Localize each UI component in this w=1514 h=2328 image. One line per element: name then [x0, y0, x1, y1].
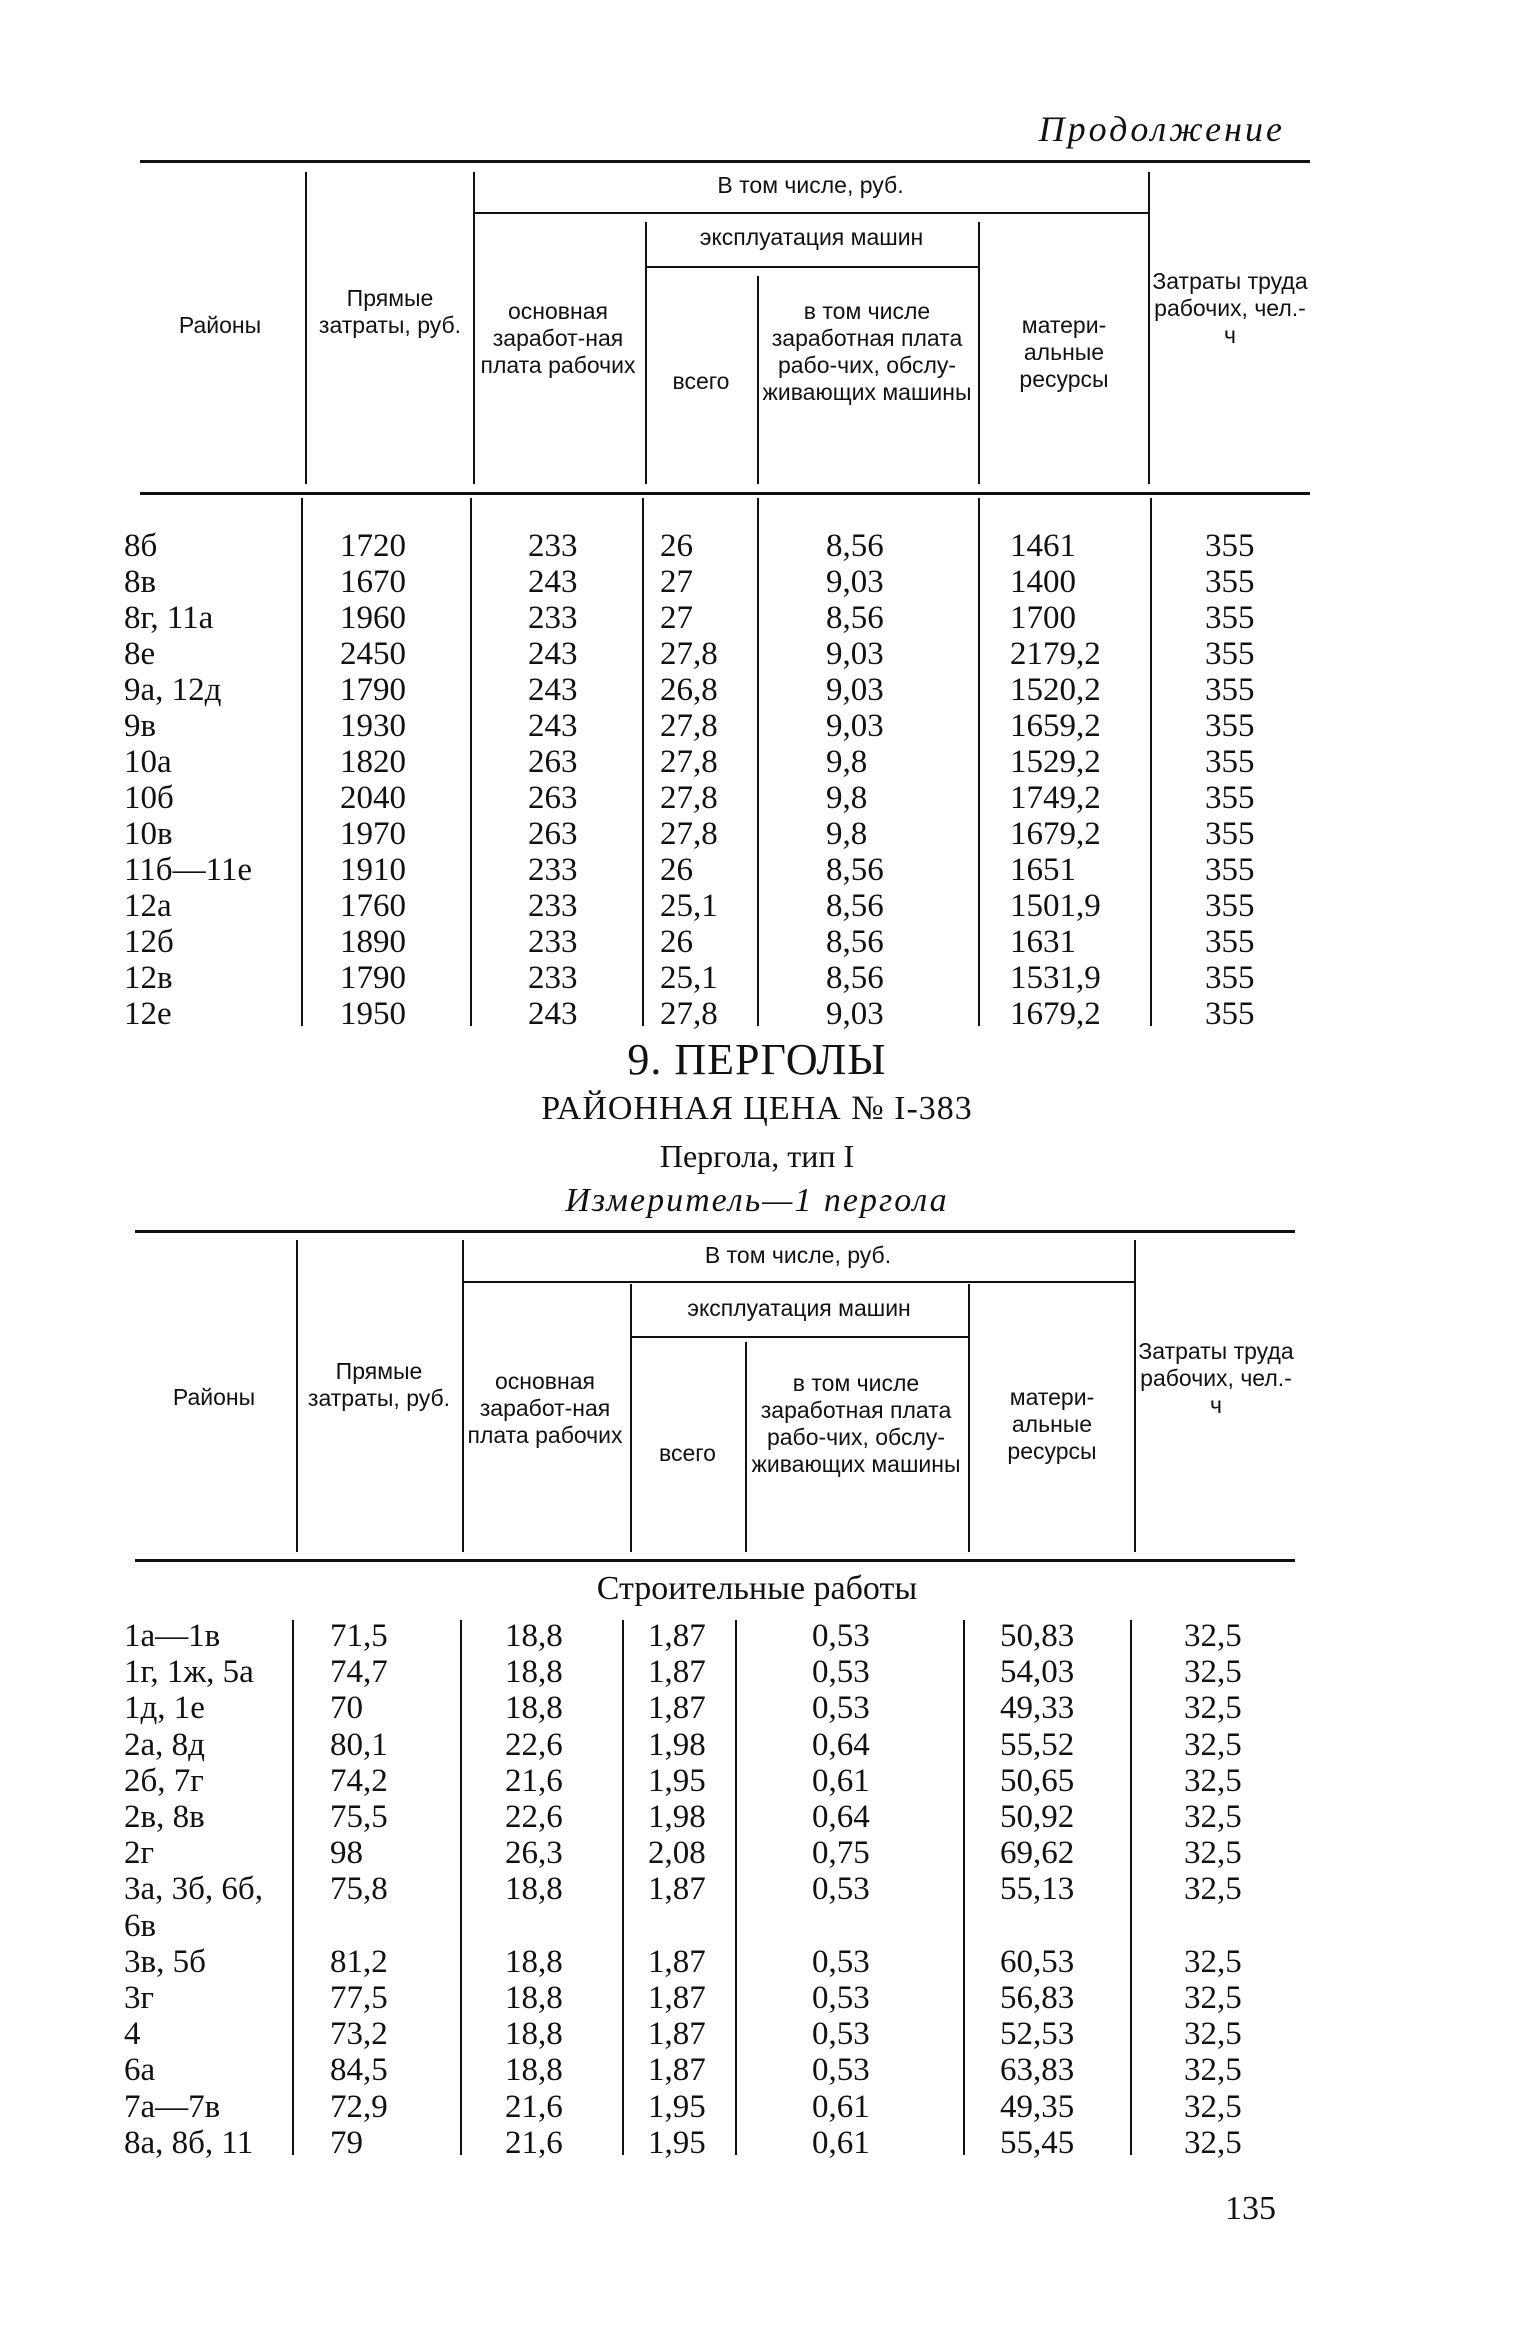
table-cell: 355 — [1205, 852, 1255, 888]
table-cell: 1г, 1ж, 5а — [124, 1654, 254, 1691]
table-cell: 22,6 — [505, 1726, 563, 1763]
table-cell: 1,98 — [648, 1726, 706, 1763]
table-cell: 12а — [124, 888, 172, 924]
table-cell: 1531,9 — [1010, 960, 1101, 996]
table-cell: 2б, 7г — [124, 1762, 204, 1799]
table-cell: 9а, 12д — [124, 672, 222, 708]
table-cell: 1679,2 — [1010, 996, 1101, 1032]
table-cell: 50,65 — [1000, 1762, 1075, 1799]
table-cell: 18,8 — [505, 1943, 563, 1980]
table-cell: 0,53 — [812, 1980, 870, 2016]
table-cell: 80,1 — [330, 1726, 388, 1763]
table-row — [0, 816, 1514, 852]
table-row — [0, 996, 1514, 1032]
table-cell: 1,98 — [648, 1799, 706, 1835]
table-cell: 32,5 — [1184, 1690, 1242, 1727]
table-row — [0, 744, 1514, 780]
table-cell: 1а—1в — [124, 1618, 221, 1654]
table-cell: 8г, 11а — [124, 600, 214, 636]
table-row — [0, 1799, 1514, 1835]
table-cell: 0,53 — [812, 1690, 870, 1727]
table-cell: 25,1 — [660, 888, 718, 924]
table-cell: 26,3 — [505, 1835, 563, 1872]
table-cell: 8,56 — [826, 924, 884, 960]
table-cell: 243 — [528, 636, 578, 672]
table-row — [0, 780, 1514, 816]
table-row — [0, 1871, 1514, 1907]
col-incl-pay-2: в том числе заработная плата рабо-чих, обслу-живающих машины — [751, 1370, 961, 1477]
table-cell: 0,53 — [812, 2052, 870, 2089]
table-row — [0, 2052, 1514, 2088]
section-subtitle: Пергола, тип I — [659, 1138, 855, 1174]
col-base-pay-2: основная заработ-ная плата рабочих — [467, 1368, 623, 1448]
table-cell: 74,7 — [330, 1654, 388, 1691]
table-cell: 1520,2 — [1010, 672, 1101, 708]
table-cell: 233 — [528, 924, 578, 960]
table-cell: 26 — [660, 924, 693, 960]
col-machine-operation-2: эксплуатация машин — [687, 1295, 911, 1321]
table-row — [0, 924, 1514, 960]
page-header: Продолжение — [1038, 109, 1285, 149]
table-row — [0, 1618, 1514, 1654]
table-cell: 0,61 — [812, 2088, 870, 2125]
table-cell: 27,8 — [660, 996, 718, 1032]
col-materials: матери-альные ресурсы — [1019, 312, 1109, 392]
table-cell: 9,03 — [826, 636, 884, 672]
table-row — [0, 1835, 1514, 1871]
table-cell: 81,2 — [330, 1943, 388, 1980]
col-labor: Затраты труда рабочих, чел.-ч — [1152, 268, 1308, 348]
table-cell: 8б — [124, 528, 158, 564]
table-cell: 2в, 8в — [124, 1799, 205, 1835]
table-row — [0, 600, 1514, 636]
table-cell: 1790 — [340, 672, 406, 708]
table-cell: 243 — [528, 564, 578, 600]
table-cell: 50,83 — [1000, 1618, 1075, 1654]
table-cell: 0,53 — [812, 1654, 870, 1691]
table-cell: 1820 — [340, 744, 406, 780]
table-cell: 8а, 8б, 11 — [124, 2124, 254, 2161]
table-cell: 21,6 — [505, 2124, 563, 2161]
table-cell: 1950 — [340, 996, 406, 1032]
col-labor-2: Затраты труда рабочих, чел.-ч — [1138, 1338, 1294, 1418]
table-row — [0, 1690, 1514, 1726]
table-cell: 9,8 — [826, 780, 868, 816]
table-cell: 9,8 — [826, 744, 868, 780]
table-cell: 2450 — [340, 636, 406, 672]
table-cell: 1,87 — [648, 1654, 706, 1691]
table-cell: 27,8 — [660, 744, 718, 780]
table-cell: 32,5 — [1184, 1799, 1242, 1835]
table-cell: 75,5 — [330, 1799, 388, 1835]
table-cell: 18,8 — [505, 1654, 563, 1691]
table-cell: 1,87 — [648, 2052, 706, 2089]
col-districts: Районы — [178, 312, 262, 338]
table-cell: 9,03 — [826, 564, 884, 600]
table-row — [0, 1908, 1514, 1944]
table-cell: 56,83 — [1000, 1980, 1075, 2016]
table-cell: 355 — [1205, 888, 1255, 924]
table-cell: 1400 — [1010, 564, 1076, 600]
table-cell: 32,5 — [1184, 1618, 1242, 1654]
table-cell: 1720 — [340, 528, 406, 564]
table-cell: 355 — [1205, 564, 1255, 600]
table-cell: 233 — [528, 852, 578, 888]
table-cell: 233 — [528, 600, 578, 636]
table-cell: 1631 — [1010, 924, 1076, 960]
table-cell: 10б — [124, 780, 174, 816]
table-row — [0, 2089, 1514, 2125]
table-cell: 1529,2 — [1010, 744, 1101, 780]
table-cell: 63,83 — [1000, 2052, 1075, 2089]
table-cell: 355 — [1205, 996, 1255, 1032]
table-cell: 1651 — [1010, 852, 1076, 888]
table-cell: 233 — [528, 888, 578, 924]
table-cell: 1659,2 — [1010, 708, 1101, 744]
table-cell: 18,8 — [505, 1690, 563, 1727]
table-cell: 71,5 — [330, 1618, 388, 1654]
table-cell: 12б — [124, 924, 174, 960]
table-cell: 69,62 — [1000, 1835, 1075, 1872]
table-cell: 27,8 — [660, 636, 718, 672]
table-cell: 1670 — [340, 564, 406, 600]
table-cell: 1,87 — [648, 1943, 706, 1980]
table-cell: 6а — [124, 2052, 156, 2089]
table-row — [0, 888, 1514, 924]
group-label: Строительные работы — [596, 1570, 918, 1607]
table-cell: 1,87 — [648, 2016, 706, 2053]
table-cell: 27 — [660, 564, 693, 600]
table-cell: 2а, 8д — [124, 1726, 205, 1763]
table-cell: 18,8 — [505, 1871, 563, 1908]
table-cell: 355 — [1205, 600, 1255, 636]
col-districts-2: Районы — [172, 1384, 256, 1410]
table-cell: 1,87 — [648, 1980, 706, 2016]
table-cell: 18,8 — [505, 1980, 563, 2016]
table-cell: 79 — [330, 2124, 363, 2161]
table-cell: 263 — [528, 816, 578, 852]
table-cell: 1,95 — [648, 2088, 706, 2125]
table-cell: 27,8 — [660, 708, 718, 744]
table-cell: 70 — [330, 1690, 363, 1727]
col-including: В том числе, руб. — [717, 172, 904, 198]
table-cell: 26,8 — [660, 672, 718, 708]
table-cell: 21,6 — [505, 1762, 563, 1799]
table-cell: 32,5 — [1184, 1726, 1242, 1763]
table-cell: 8,56 — [826, 888, 884, 924]
table-cell: 32,5 — [1184, 1835, 1242, 1872]
table-cell: 9,03 — [826, 996, 884, 1032]
table-cell: 27,8 — [660, 816, 718, 852]
table-cell: 355 — [1205, 708, 1255, 744]
table-cell: 1960 — [340, 600, 406, 636]
table-cell: 32,5 — [1184, 1943, 1242, 1980]
table-cell: 32,5 — [1184, 2124, 1242, 2161]
col-machine-operation: эксплуатация машин — [699, 224, 924, 250]
table-cell: 25,1 — [660, 960, 718, 996]
table-cell: 1,95 — [648, 2124, 706, 2161]
table-cell: 2179,2 — [1010, 636, 1101, 672]
table-cell: 49,33 — [1000, 1690, 1075, 1727]
table-row — [0, 2016, 1514, 2052]
table-cell: 355 — [1205, 924, 1255, 960]
table-cell: 32,5 — [1184, 1980, 1242, 2016]
table-cell: 26 — [660, 528, 693, 564]
table-cell: 18,8 — [505, 2016, 563, 2053]
table-cell: 355 — [1205, 636, 1255, 672]
table-row — [0, 1980, 1514, 2016]
table-cell: 1,87 — [648, 1618, 706, 1654]
table-cell: 10а — [124, 744, 172, 780]
table-row — [0, 1654, 1514, 1690]
table-row — [0, 708, 1514, 744]
table-cell: 0,61 — [812, 1762, 870, 1799]
col-total: всего — [672, 368, 730, 394]
table-cell: 55,45 — [1000, 2124, 1075, 2161]
table-cell: 18,8 — [505, 1618, 563, 1654]
table-cell: 72,9 — [330, 2088, 388, 2125]
table-cell: 3а, 3б, 6б, — [124, 1871, 263, 1908]
table-row — [0, 672, 1514, 708]
table-cell: 8,56 — [826, 852, 884, 888]
table-cell: 73,2 — [330, 2016, 388, 2053]
table-row — [0, 1727, 1514, 1763]
table-cell: 1,95 — [648, 1762, 706, 1799]
table-cell: 6в — [124, 1907, 157, 1944]
table-cell: 32,5 — [1184, 1871, 1242, 1908]
table-cell: 243 — [528, 996, 578, 1032]
table-cell: 50,92 — [1000, 1799, 1075, 1835]
table-cell: 1970 — [340, 816, 406, 852]
table-cell: 10в — [124, 816, 173, 852]
table-cell: 243 — [528, 708, 578, 744]
table-cell: 32,5 — [1184, 2016, 1242, 2053]
table-cell: 1679,2 — [1010, 816, 1101, 852]
table-cell: 26 — [660, 852, 693, 888]
table-cell: 0,75 — [812, 1835, 870, 1872]
table-row — [0, 564, 1514, 600]
table-cell: 0,53 — [812, 1871, 870, 1908]
col-including-2: В том числе, руб. — [704, 1242, 892, 1268]
table-cell: 32,5 — [1184, 1762, 1242, 1799]
section-unit: Измеритель—1 пергола — [565, 1182, 949, 1219]
table-cell: 8,56 — [826, 528, 884, 564]
table-cell: 22,6 — [505, 1799, 563, 1835]
col-materials-2: матери-альные ресурсы — [1007, 1384, 1097, 1464]
table-cell: 9,03 — [826, 672, 884, 708]
table-cell: 355 — [1205, 816, 1255, 852]
page-number: 135 — [1225, 2190, 1276, 2227]
table-row — [0, 1763, 1514, 1799]
table-cell: 54,03 — [1000, 1654, 1075, 1691]
table-cell: 32,5 — [1184, 2052, 1242, 2089]
table-cell: 8в — [124, 564, 157, 600]
table-cell: 1д, 1е — [124, 1690, 205, 1727]
table-cell: 60,53 — [1000, 1943, 1075, 1980]
table-row — [0, 1944, 1514, 1980]
table-cell: 233 — [528, 528, 578, 564]
table-cell: 52,53 — [1000, 2016, 1075, 2053]
table-cell: 8,56 — [826, 600, 884, 636]
table-cell: 1760 — [340, 888, 406, 924]
table-row — [0, 528, 1514, 564]
table-cell: 9в — [124, 708, 157, 744]
table-cell: 75,8 — [330, 1871, 388, 1908]
table-cell: 0,64 — [812, 1726, 870, 1763]
section-title: 9. ПЕРГОЛЫ — [627, 1035, 887, 1084]
table-cell: 77,5 — [330, 1980, 388, 2016]
table-cell: 32,5 — [1184, 2088, 1242, 2125]
table-cell: 1890 — [340, 924, 406, 960]
table-cell: 263 — [528, 780, 578, 816]
table-cell: 1,87 — [648, 1690, 706, 1727]
table-cell: 12е — [124, 996, 172, 1032]
table-cell: 355 — [1205, 780, 1255, 816]
table-row — [0, 2125, 1514, 2161]
table-cell: 1790 — [340, 960, 406, 996]
table-cell: 9,03 — [826, 708, 884, 744]
table-cell: 4 — [124, 2016, 141, 2053]
table-cell: 1930 — [340, 708, 406, 744]
table-cell: 1501,9 — [1010, 888, 1101, 924]
table-cell: 3в, 5б — [124, 1943, 206, 1980]
table-row — [0, 852, 1514, 888]
table-cell: 233 — [528, 960, 578, 996]
table-cell: 355 — [1205, 960, 1255, 996]
table-cell: 3г — [124, 1980, 155, 2016]
table-cell: 1749,2 — [1010, 780, 1101, 816]
table-cell: 98 — [330, 1835, 363, 1872]
table-cell: 2,08 — [648, 1835, 706, 1872]
table-cell: 21,6 — [505, 2088, 563, 2125]
table-cell: 2040 — [340, 780, 406, 816]
table-cell: 18,8 — [505, 2052, 563, 2089]
col-incl-pay: в том числе заработная плата рабо-чих, обслу-живающих машины — [762, 298, 972, 405]
table-cell: 355 — [1205, 528, 1255, 564]
table-cell: 0,53 — [812, 1618, 870, 1654]
table-cell: 1910 — [340, 852, 406, 888]
table-cell: 55,52 — [1000, 1726, 1075, 1763]
table-cell: 0,61 — [812, 2124, 870, 2161]
table-row — [0, 636, 1514, 672]
table-cell: 49,35 — [1000, 2088, 1075, 2125]
table-cell: 9,8 — [826, 816, 868, 852]
table-cell: 84,5 — [330, 2052, 388, 2089]
table-cell: 11б—11е — [124, 852, 252, 888]
table-cell: 243 — [528, 672, 578, 708]
table-cell: 1,87 — [648, 1871, 706, 1908]
table-cell: 355 — [1205, 744, 1255, 780]
table-cell: 7а—7в — [124, 2088, 221, 2125]
table-cell: 0,53 — [812, 1943, 870, 1980]
table-cell: 27,8 — [660, 780, 718, 816]
table-cell: 8,56 — [826, 960, 884, 996]
table-cell: 263 — [528, 744, 578, 780]
table-cell: 0,64 — [812, 1799, 870, 1835]
table-cell: 32,5 — [1184, 1654, 1242, 1691]
table-cell: 8е — [124, 636, 156, 672]
table-cell: 0,53 — [812, 2016, 870, 2053]
section-price: РАЙОННАЯ ЦЕНА № I-383 — [541, 1090, 973, 1127]
table-cell: 27 — [660, 600, 693, 636]
table-cell: 12в — [124, 960, 173, 996]
table-cell: 1700 — [1010, 600, 1076, 636]
col-total-2: всего — [659, 1440, 716, 1466]
table-cell: 2г — [124, 1835, 155, 1872]
col-direct-costs-2: Прямые затраты, руб. — [307, 1358, 451, 1411]
table-cell: 1461 — [1010, 528, 1076, 564]
table-row — [0, 960, 1514, 996]
table-cell: 74,2 — [330, 1762, 388, 1799]
col-direct-costs: Прямые затраты, руб. — [318, 285, 462, 338]
table-cell: 55,13 — [1000, 1871, 1075, 1908]
table-cell: 355 — [1205, 672, 1255, 708]
col-base-pay: основная заработ-ная плата рабочих — [480, 298, 636, 378]
